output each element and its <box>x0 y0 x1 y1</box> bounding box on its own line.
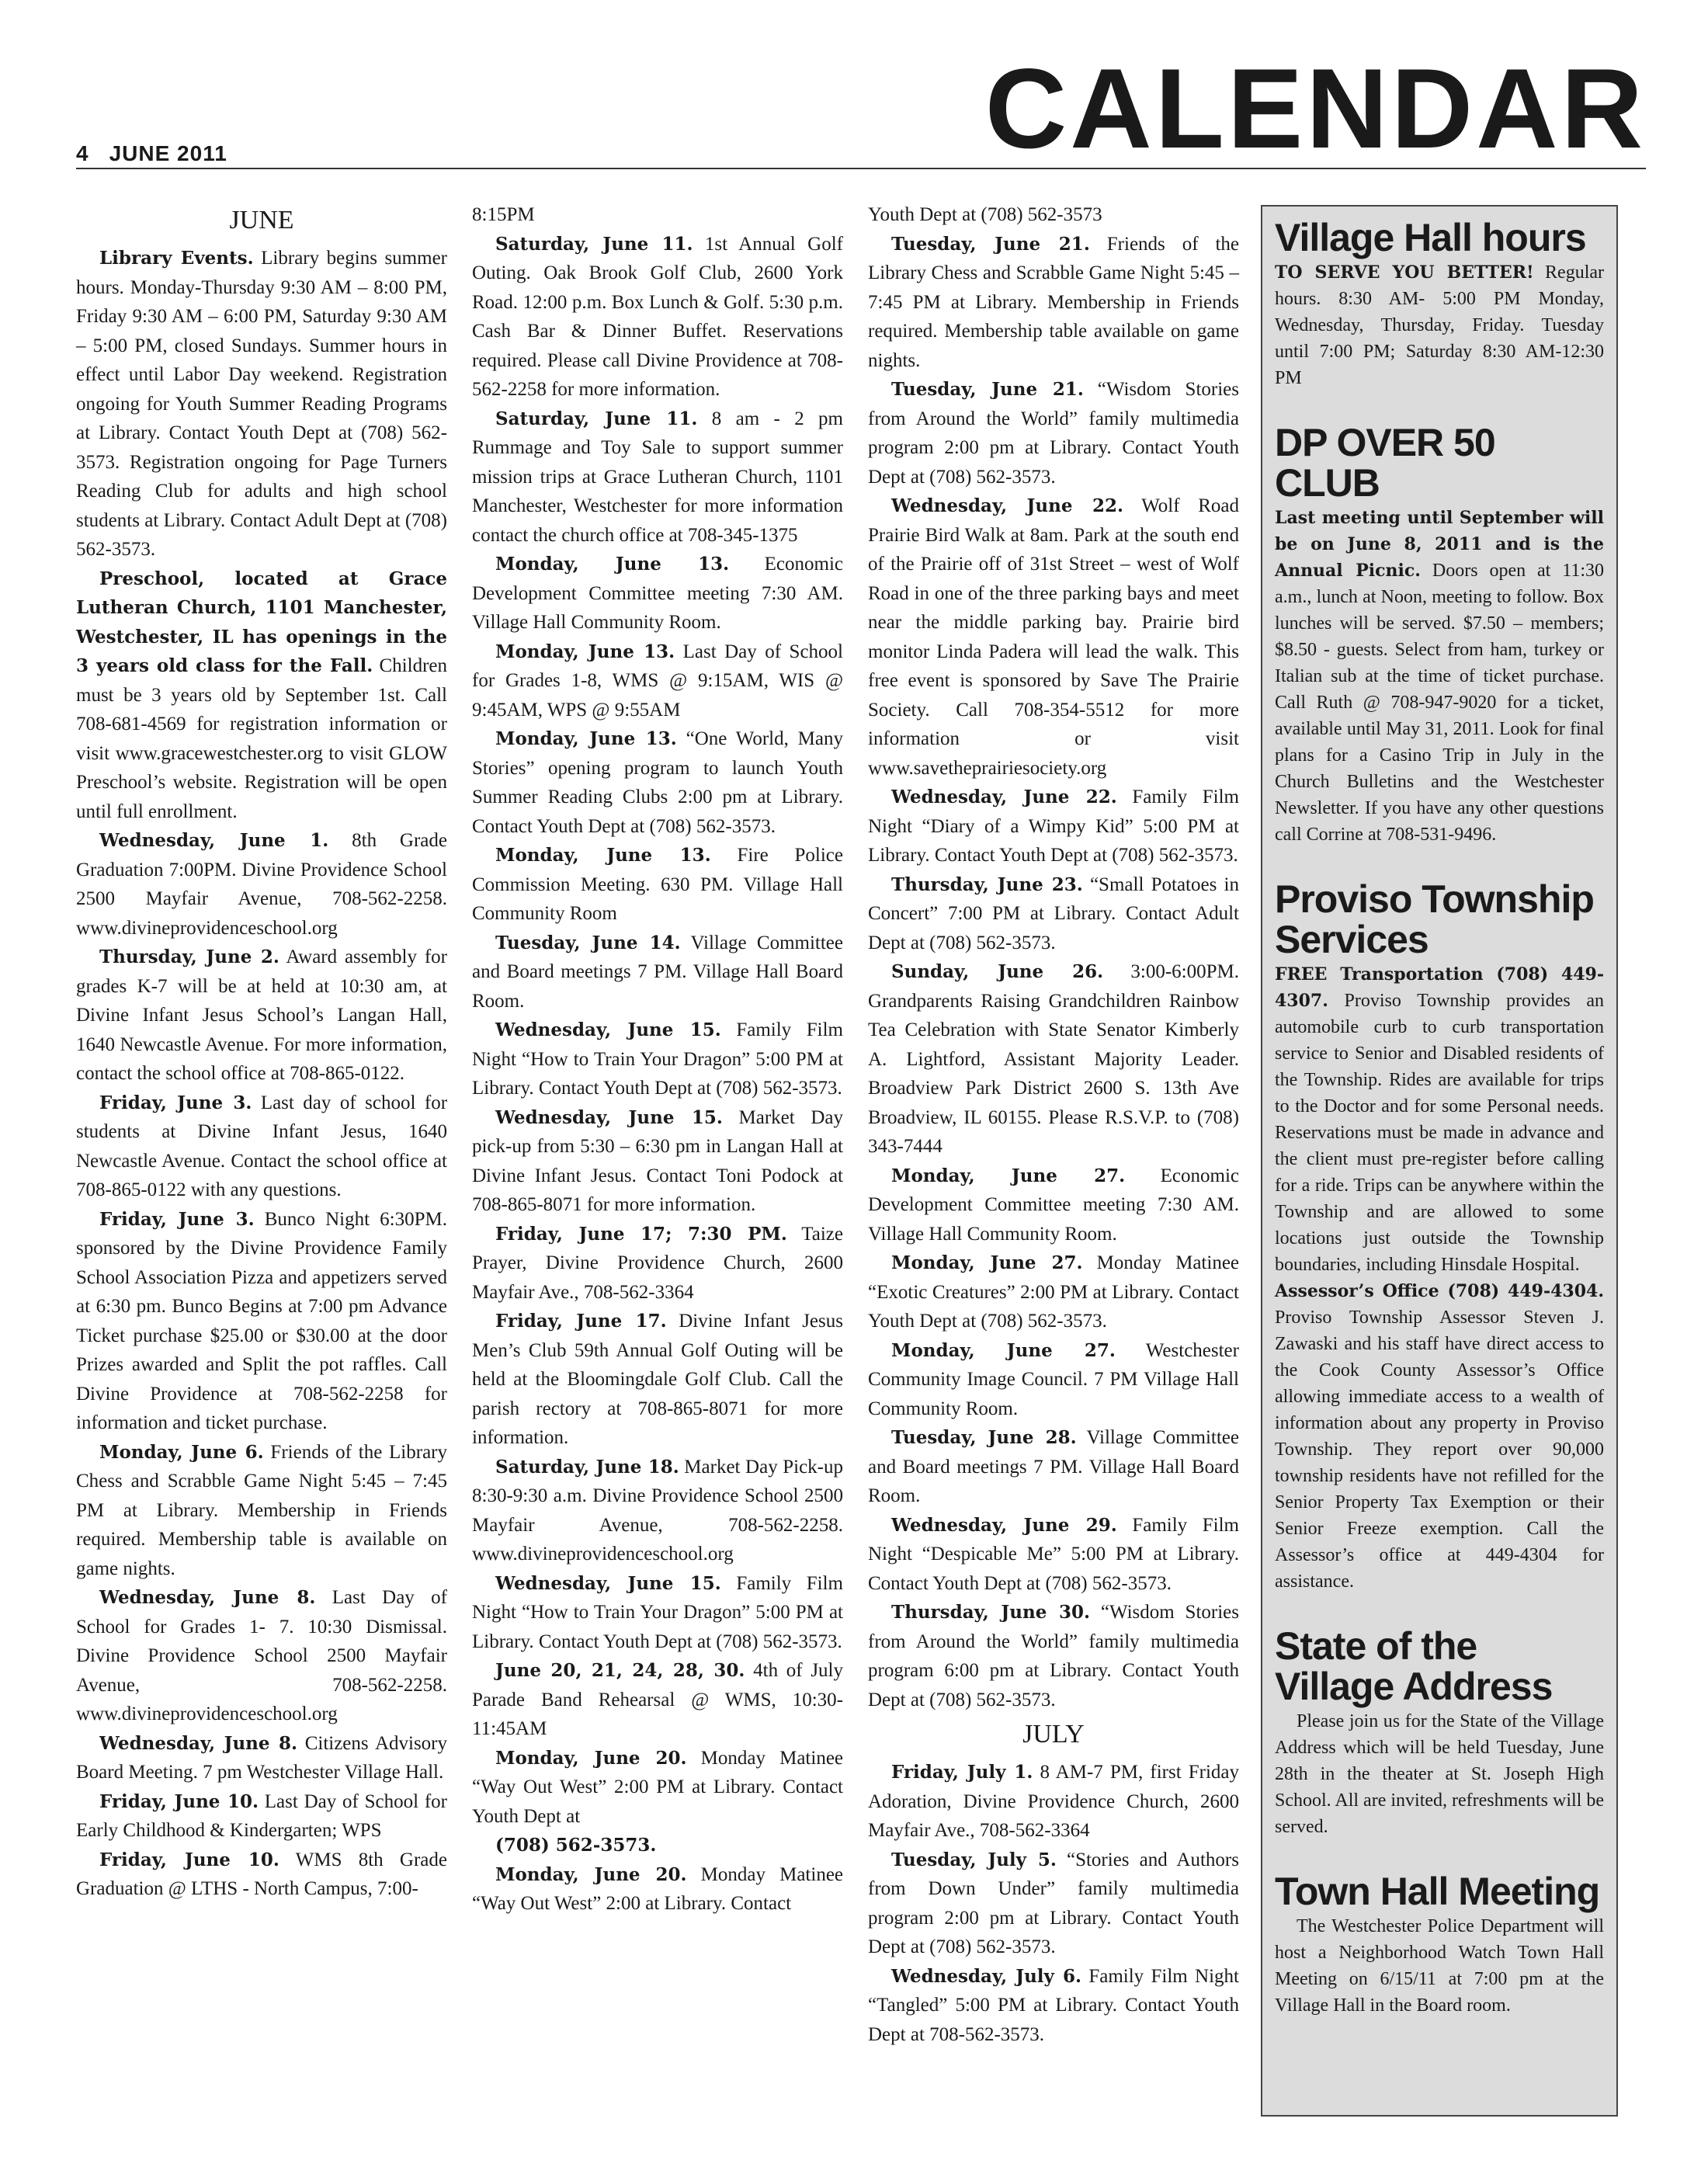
event-entry <box>472 1307 843 1453</box>
event-entry <box>868 957 1239 1162</box>
event-title: Friday, June 10. <box>99 1790 259 1812</box>
event-title: Wednesday, June 22. <box>891 495 1123 516</box>
event-title: Saturday, June 11. <box>495 233 693 255</box>
event-entry <box>472 405 843 550</box>
event-entry <box>472 1656 843 1744</box>
town-hall-meeting-heading: Town Hall Meeting <box>1275 1870 1600 1913</box>
event-entry <box>472 1016 843 1103</box>
event-title: Wednesday, June 1. <box>99 830 329 851</box>
body-text: Proviso Township provides an automobile curb to curb transportation service to Senior and Disabled residents of the Township. Rides are available for trips to the Doctor and for some Personal needs. Reservations must be made in advance and the client must pre-register before calling for a ride. Trips can be anywhere within the Township and are allowed to some locations just outside the Township boundaries, including Hinsdale Hospital. <box>1275 991 1604 1275</box>
event-entry <box>472 1103 843 1220</box>
event-entry <box>868 230 1239 376</box>
event-text: Last day of school for students at Divine Infant Jesus, 1640 Newcastle Avenue. Contact the school office at 708-865-0122 with any questions. <box>76 1092 448 1200</box>
event-title: Saturday, June 11. <box>495 408 698 429</box>
event-entry <box>472 1744 843 1832</box>
event-entry <box>76 1583 447 1729</box>
event-text: Last Day of School for Early Childhood & Kindergarten; WPS <box>76 1790 447 1841</box>
event-entry <box>76 1787 447 1846</box>
event-title: Wednesday, June 15. <box>495 1572 721 1594</box>
event-title: Thursday, June 2. <box>99 946 279 967</box>
event-title: Monday, June 13. <box>495 845 711 866</box>
event-text: Citizens Advisory Board Meeting. 7 pm Westchester Village Hall. <box>76 1732 448 1783</box>
event-title: (708) 562-3573. <box>495 1835 657 1856</box>
event-text: Divine Infant Jesus Men’s Club 59th Annual Golf Outing will be held at the Bloomingdale Golf Club. Call the parish rectory at 708-865-8071 for more information. <box>472 1311 843 1448</box>
event-text: Economic Development Committee meeting 7:30 AM. Village Hall Community Room. <box>472 554 844 633</box>
event-text: “Wisdom Stories from Around the World” family multimedia program 2:00 pm at Library. Contact Youth Dept at (708) 562-3573. <box>868 379 1239 488</box>
event-entry <box>868 1846 1239 1962</box>
event-title: Tuesday, June 14. <box>495 932 681 953</box>
event-text: Monday Matinee “Exotic Creatures” 2:00 PM at Library. Contact Youth Dept at (708) 562-3573. <box>868 1252 1240 1332</box>
event-text: Village Committee and Board meetings 7 PM. Village Hall Board Room. <box>868 1427 1239 1506</box>
event-text: Family Film Night “Tangled” 5:00 PM at Library. Contact Youth Dept at 708-562-3573. <box>868 1965 1239 2045</box>
event-title: Tuesday, July 5. <box>891 1849 1057 1870</box>
issue-date: JUNE 2011 <box>109 141 227 165</box>
calendar-column-1 <box>76 200 447 1904</box>
event-text: 1st Annual Golf Outing. Oak Brook Golf Club, 2600 York Road. 12:00 p.m. Box Lunch & Golf. 5:30 p.m. Cash Bar & Dinner Buffet. Reservations required. Please call Divine Providence at 708-562-2258 for more information. <box>472 233 844 400</box>
event-entry <box>472 550 843 637</box>
event-entry <box>472 200 843 230</box>
event-text: “Small Potatoes in Concert” 7:00 PM at Library. Contact Adult Dept at (708) 562-3573. <box>868 873 1239 953</box>
event-text: Children must be 3 years old by September 1st. Call 708-681-4569 for registration information or visit www.gracewestchester.org to visit GLOW Preschool’s website. Registration will be open until full enrollment. <box>76 655 447 822</box>
event-title: Friday, June 17. <box>495 1311 667 1332</box>
event-title: Wednesday, June 15. <box>495 1019 721 1040</box>
event-entry <box>76 1438 447 1584</box>
event-text: 3:00-6:00PM. Grandparents Raising Grandchildren Rainbow Tea Celebration with State Senator Kimberly A. Lightford, Assistant Majority Leader. Broadview Park District 2600 S. 13th Ave Broadview, IL 60155. Please R.S.V.P. to (708) 343-7444 <box>868 961 1240 1157</box>
event-title: Preschool, located at Grace Lutheran Church, 1101 Manchester, Westchester, IL has openings in the 3 years old class for the Fall. <box>76 568 447 676</box>
event-entry <box>76 826 447 943</box>
event-title: Monday, June 20. <box>495 1863 687 1885</box>
event-title: Monday, June 13. <box>495 554 730 575</box>
event-text: Last Day of School for Grades 1-8, WMS @ 9:15AM, WIS @ 9:45AM, WPS @ 9:55AM <box>472 641 844 721</box>
event-entry <box>76 1729 447 1787</box>
village-hall-hours-heading: Village Hall hours <box>1275 216 1586 259</box>
event-entry <box>472 230 843 405</box>
event-entry <box>868 1598 1239 1714</box>
lead-text: TO SERVE YOU BETTER! <box>1275 262 1534 283</box>
event-text: 8:15PM <box>472 204 535 225</box>
event-text: 4th of July Parade Band Rehearsal @ WMS, 10:30-11:45AM <box>472 1660 844 1739</box>
event-text: 8 am - 2 pm Rummage and Toy Sale to support summer mission trips at Grace Lutheran Church, 1101 Manchester, Westchester for more information contact the church office at 708-345-1375 <box>472 408 844 546</box>
event-title: Library Events. <box>99 248 254 269</box>
event-title: Monday, June 13. <box>495 641 675 662</box>
state-of-village-heading: State of the Village Address <box>1275 1624 1553 1708</box>
section-title: CALENDAR <box>984 45 1646 172</box>
event-entry <box>472 724 843 841</box>
body-text: Doors open at 11:30 a.m., lunch at Noon, meeting to follow. Box lunches will be served. $7.50 – members; $8.50 - guests. Select from ham, turkey or Italian sub at the time of ticket purchase. Call Ruth @ 708-947-9020 for a ticket, available until May 31, 2011. Look for final plans for a Casino Trip in July in the Church Bulletins and the Westchester Newsletter. If you have any other questions call Corrine at 708-531-9496. <box>1275 561 1605 845</box>
month-heading: JUNE <box>229 206 294 234</box>
event-entry <box>472 1831 843 1860</box>
event-text: Friends of the Library Chess and Scrabble Game Night 5:45 – 7:45 PM at Library. Membership in Friends required. Membership table is available on game nights. <box>76 1441 447 1579</box>
event-text: Family Film Night “How to Train Your Dragon” 5:00 PM at Library. Contact Youth Dept at (708) 562-3573. <box>472 1572 843 1652</box>
calendar-column-3 <box>868 200 1239 2049</box>
state-of-village-text: Please join us for the State of the Village Address which will be held Tuesday, June 28th in the theater at St. Joseph High School. All are invited, refreshments will be served. <box>1275 1711 1604 1837</box>
event-entry <box>472 1453 843 1569</box>
event-text: Family Film Night “How to Train Your Dragon” 5:00 PM at Library. Contact Youth Dept at (708) 562-3573. <box>472 1019 843 1099</box>
month-heading: JULY <box>1022 1720 1085 1749</box>
event-entry <box>472 841 843 929</box>
assessor-text <box>1275 1278 1604 1595</box>
event-text: Market Day pick-up from 5:30 – 6:30 pm in Langan Hall at Divine Infant Jesus. Contact Toni Podock at 708-865-8071 for more information. <box>472 1106 844 1215</box>
event-entry <box>76 244 447 564</box>
event-title: Thursday, June 30. <box>891 1602 1090 1623</box>
event-entry <box>76 564 447 827</box>
event-text: “Stories and Authors from Down Under” family multimedia program 2:00 pm at Library. Contact Youth Dept at (708) 562-3573. <box>868 1849 1239 1957</box>
event-title: Wednesday, June 8. <box>99 1732 297 1754</box>
event-text: Family Film Night “Despicable Me” 5:00 PM at Library. Contact Youth Dept at (708) 562-3573. <box>868 1514 1239 1594</box>
event-text: Last Day of School for Grades 1- 7. 10:30 Dismissal. Divine Providence School 2500 Mayfair Avenue, 708-562-2258. www.divineprovidenceschool.org <box>76 1587 447 1724</box>
event-title: Monday, June 27. <box>891 1339 1116 1361</box>
page-number: 4 <box>76 141 89 165</box>
event-title: Wednesday, June 22. <box>891 787 1117 807</box>
event-entry <box>76 1205 447 1438</box>
page-header <box>0 0 1708 179</box>
town-hall-meeting-text: The Westchester Police Department will host a Neighborhood Watch Town Hall Meeting on 6/15/11 at 7:00 pm at the Village Hall in the Board room. <box>1275 1916 1604 2016</box>
event-title: Monday, June 27. <box>891 1252 1083 1273</box>
event-entry <box>76 1846 447 1904</box>
lead-text: Assessor’s Office (708) 449-4304. <box>1275 1281 1604 1301</box>
event-entry <box>472 1220 843 1308</box>
event-entry <box>868 1423 1239 1511</box>
event-title: Wednesday, July 6. <box>891 1965 1081 1987</box>
lead-text: Last meeting until September will be on June 8, 2011 and is the Annual Picnic. <box>1275 508 1604 581</box>
event-text: Fire Police Commission Meeting. 630 PM. Village Hall Community Room <box>472 845 843 924</box>
event-entry <box>76 943 447 1089</box>
event-entry <box>868 200 1239 230</box>
event-text: Village Committee and Board meetings 7 PM. Village Hall Board Room. <box>472 932 843 1012</box>
event-entry <box>472 929 843 1016</box>
event-entry <box>868 375 1239 491</box>
transportation-text <box>1275 961 1604 1278</box>
event-text: 8 AM-7 PM, first Friday Adoration, Divine Providence Church, 2600 Mayfair Ave., 708-562-3364 <box>868 1762 1240 1841</box>
event-text: Friends of the Library Chess and Scrabble Game Night 5:45 – 7:45 PM at Library. Membership in Friends required. Membership table available on game nights. <box>868 233 1240 371</box>
event-entry <box>472 1569 843 1657</box>
event-title: Friday, June 17; 7:30 PM. <box>495 1223 787 1245</box>
event-text: WMS 8th Grade Graduation @ LTHS - North Campus, 7:00- <box>76 1849 447 1899</box>
event-entry <box>472 1860 843 1919</box>
event-title: Wednesday, June 15. <box>495 1106 723 1128</box>
page-folio <box>76 141 248 166</box>
event-entry <box>868 1758 1239 1846</box>
event-title: Thursday, June 23. <box>891 873 1083 895</box>
event-text: Library begins summer hours. Monday-Thursday 9:30 AM – 8:00 PM, Friday 9:30 AM – 6:00 PM, Saturday 9:30 AM – 5:00 PM, closed Sundays. Summer hours in effect until Labor Day weekend. Registration ongoing for Youth Summer Reading Programs at Library. Contact Youth Dept at (708) 562-3573. Registration ongoing for Page Turners Reading Club for adults and high school students at Library. Contact Adult Dept at (708) 562-3573. <box>76 248 447 560</box>
event-title: Friday, June 3. <box>99 1208 255 1230</box>
event-title: Sunday, June 26. <box>891 961 1104 982</box>
event-title: Wednesday, June 8. <box>99 1587 316 1608</box>
event-text: Economic Development Committee meeting 7:30 AM. Village Hall Community Room. <box>868 1165 1240 1245</box>
event-title: Wednesday, June 29. <box>891 1514 1117 1536</box>
body-text: Proviso Township Assessor Steven J. Zawaski and his staff have direct access to the Cook County Assessor’s Office allowing immediate access to a wealth of information about any property in Proviso Township. They report over 90,000 township residents have not refilled for the Senior Property Tax Exemption or their Senior Freeze exemption. Call the Assessor’s office at 449-4304 for assistance. <box>1275 1308 1604 1592</box>
event-text: Monday Matinee “Way Out West” 2:00 PM at Library. Contact Youth Dept at <box>472 1747 844 1827</box>
header-rule <box>76 168 1646 169</box>
village-hall-hours-text <box>1275 259 1604 391</box>
event-title: Saturday, June 18. <box>495 1456 679 1478</box>
event-entry <box>868 1336 1239 1424</box>
event-entry <box>868 1248 1239 1336</box>
event-entry <box>868 1962 1239 2050</box>
event-text: Market Day Pick-up 8:30-9:30 a.m. Divine Providence School 2500 Mayfair Avenue, 708-562-2258. www.divineprovidenceschool.org <box>472 1456 844 1565</box>
event-text: Monday Matinee “Way Out West” 2:00 at Library. Contact <box>472 1863 844 1914</box>
event-entry <box>472 637 843 725</box>
event-title: Monday, June 20. <box>495 1747 687 1769</box>
info-sidebar <box>1261 205 1618 2117</box>
body-text: Regular hours. 8:30 AM- 5:00 PM Monday, Wednesday, Thursday, Friday. Tuesday until 7:00 PM; Saturday 8:30 AM-12:30 PM <box>1275 262 1605 388</box>
event-title: Monday, June 13. <box>495 728 677 749</box>
event-title: Friday, July 1. <box>891 1762 1033 1783</box>
event-text: Taize Prayer, Divine Providence Church, 2600 Mayfair Ave., 708-562-3364 <box>472 1223 843 1303</box>
event-entry <box>868 1162 1239 1249</box>
event-text: “One World, Many Stories” opening program to launch Youth Summer Reading Clubs 2:00 pm at Library. Contact Youth Dept at (708) 562-3573. <box>472 728 844 837</box>
event-text: Westchester Community Image Council. 7 PM Village Hall Community Room. <box>868 1339 1239 1419</box>
event-text: Bunco Night 6:30PM. sponsored by the Divine Providence Family School Association Pizza and appetizers served at 6:30 pm. Bunco Begins at 7:00 pm Advance Ticket purchase $25.00 or $30.00 at the door Prizes awarded and Split the pot raffles. Call Divine Providence at 708-562-2258 for information and ticket purchase. <box>76 1208 448 1433</box>
proviso-township-heading: Proviso Township Services <box>1275 877 1594 961</box>
event-text: Youth Dept at (708) 562-3573 <box>868 204 1102 225</box>
event-entry <box>868 870 1239 958</box>
dp-over-50-heading: DP OVER 50 CLUB <box>1275 421 1495 505</box>
event-title: June 20, 21, 24, 28, 30. <box>495 1660 745 1681</box>
event-title: Friday, June 10. <box>99 1849 279 1870</box>
event-entry <box>868 783 1239 870</box>
event-text: Family Film Night “Diary of a Wimpy Kid” 5:00 PM at Library. Contact Youth Dept at (708) 562-3573. <box>868 787 1239 866</box>
event-text: Award assembly for grades K-7 will be at held at 10:30 am, at Divine Infant Jesus School’s Langan Hall, 1640 Newcastle Avenue. For more information, contact the school office at 708-865-0122. <box>76 946 447 1084</box>
lead-text: FREE Transportation (708) 449-4307. <box>1275 964 1604 1011</box>
event-text: Wolf Road Prairie Bird Walk at 8am. Park at the south end of the Prairie off of 31st Street – west of Wolf Road in one of the three parking bays and meet near the middle parking bay. Prairie bird monitor Linda Padera will lead the walk. This free event is sponsored by Save The Prairie Society. Call 708-354-5512 for more information or visit www.savetheprairiesociety.org <box>868 495 1239 779</box>
dp-over-50-text <box>1275 505 1604 848</box>
event-entry <box>868 1511 1239 1599</box>
event-title: Monday, June 27. <box>891 1165 1126 1186</box>
event-text: 8th Grade Graduation 7:00PM. Divine Providence School 2500 Mayfair Avenue, 708-562-2258. www.divineprovidenceschool.org <box>76 830 447 939</box>
calendar-column-2 <box>472 200 843 1919</box>
event-title: Tuesday, June 21. <box>891 233 1090 255</box>
event-title: Friday, June 3. <box>99 1092 252 1113</box>
event-text: “Wisdom Stories from Around the World” family multimedia program 6:00 pm at Library. Contact Youth Dept at (708) 562-3573. <box>868 1602 1239 1710</box>
event-entry <box>76 1089 447 1205</box>
event-entry <box>868 491 1239 783</box>
event-title: Tuesday, June 21. <box>891 379 1084 400</box>
event-title: Tuesday, June 28. <box>891 1427 1077 1448</box>
event-title: Monday, June 6. <box>99 1441 264 1463</box>
